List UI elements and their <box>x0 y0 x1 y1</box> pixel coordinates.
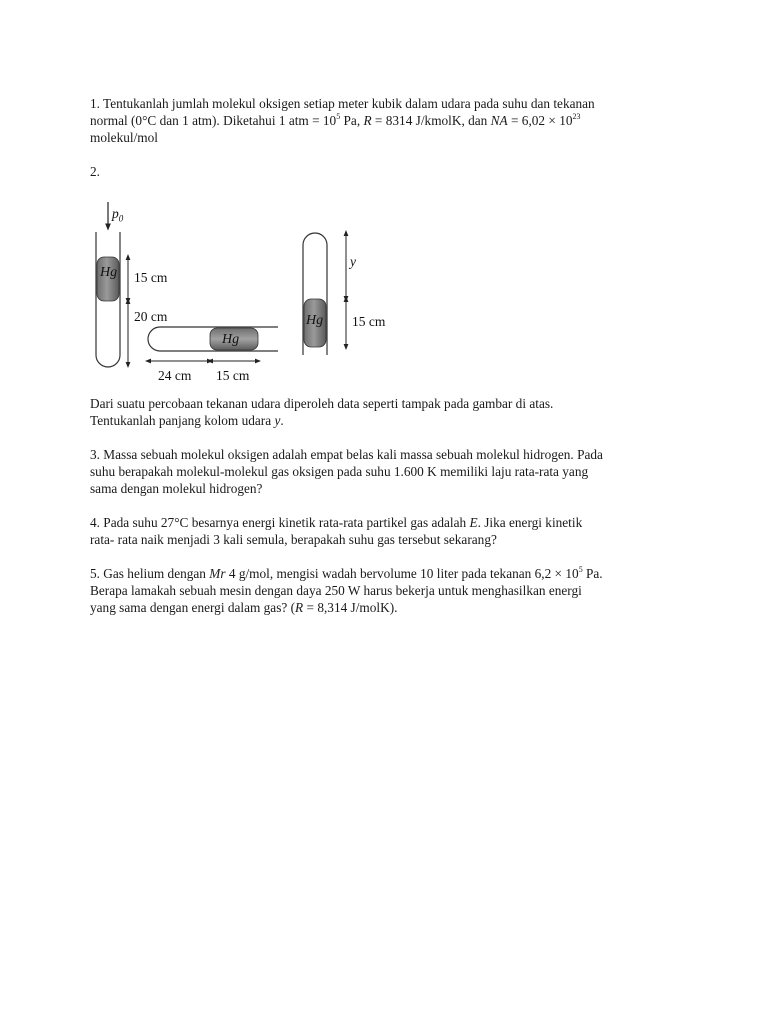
q2-line2a: Tentukanlah panjang kolom udara <box>90 413 275 428</box>
q5-line3a: yang sama dengan energi dalam gas? ( <box>90 600 296 615</box>
q2-y-symbol: y <box>274 413 281 428</box>
q2-line1: Dari suatu percobaan tekanan udara diperoleh data seperti tampak pada gambar di atas. <box>90 396 554 411</box>
tube-1-air-length: 20 cm <box>134 309 168 324</box>
q1-line2b: Pa, <box>340 113 364 128</box>
q3-line3: sama dengan molekul hidrogen? <box>90 481 263 496</box>
q4-line2: rata- rata naik menjadi 3 kali semula, berapakah suhu gas tersebut sekarang? <box>90 532 497 547</box>
tube-3-air-length: y <box>350 254 356 269</box>
q5-exponent: 5 <box>578 565 583 574</box>
gas-tube-figure <box>90 197 410 387</box>
question-4 <box>90 514 680 548</box>
q1-line2a: normal (0°C dan 1 atm). Diketahui 1 atm = 10 <box>90 113 337 128</box>
q2-line2b: . <box>280 413 284 428</box>
tube-1-mercury-label: Hg <box>100 265 118 280</box>
q1-exponent: 5 <box>336 112 341 121</box>
q5-r-symbol: R <box>295 600 304 615</box>
q1-na-symbol: NA <box>490 113 508 128</box>
q1-line3: molekul/mol <box>90 130 158 145</box>
tube-3-mercury-label: Hg <box>306 313 324 328</box>
q2-number: 2. <box>90 164 100 179</box>
tube-2-air-length: 24 cm <box>158 368 192 383</box>
q5-line3b: = 8,314 J/molK). <box>303 600 398 615</box>
question-5 <box>90 565 680 616</box>
document-page <box>90 95 680 633</box>
q3-line2: suhu berapakah molekul-molekul gas oksigen pada suhu 1.600 K memiliki laju rata-rata yang <box>90 464 589 479</box>
tube-2-mercury-length: 15 cm <box>216 368 250 383</box>
q1-r-symbol: R <box>363 113 372 128</box>
q1-line2c: = 8314 J/kmolK, dan <box>371 113 491 128</box>
q3-line1: 3. Massa sebuah molekul oksigen adalah empat belas kali massa sebuah molekul hidrogen. Pada <box>90 447 603 462</box>
tube-2-mercury-label: Hg <box>222 332 240 347</box>
tube-1-mercury-length: 15 cm <box>134 270 168 285</box>
q5-line1a: 5. Gas helium dengan <box>90 566 210 581</box>
q5-line2: Berapa lamakah sebuah mesin dengan daya 250 W harus bekerja untuk menghasilkan energi <box>90 583 582 598</box>
tube-3-mercury-length: 15 cm <box>352 314 386 329</box>
q5-mr-symbol: Mr <box>209 566 226 581</box>
tube-diagram <box>90 197 410 387</box>
p0-label: $p_0$ <box>112 206 124 224</box>
q4-line1a: 4. Pada suhu 27°C besarnya energi kinetik rata-rata partikel gas adalah <box>90 515 470 530</box>
q1-exponent-2: 23 <box>572 112 581 121</box>
q5-line1c: Pa. <box>582 566 603 581</box>
q4-line1b: . Jika energi kinetik <box>477 515 583 530</box>
question-2-number <box>90 163 680 180</box>
question-3 <box>90 446 680 497</box>
q5-line1b: 4 g/mol, mengisi wadah bervolume 10 liter pada tekanan 6,2 × 10 <box>225 566 579 581</box>
question-2-text <box>90 395 680 429</box>
question-1 <box>90 95 680 146</box>
q4-e-symbol: E <box>469 515 478 530</box>
q1-line1: 1. Tentukanlah jumlah molekul oksigen setiap meter kubik dalam udara pada suhu dan tekanan <box>90 96 595 111</box>
q1-line2d: = 6,02 × 10 <box>507 113 573 128</box>
